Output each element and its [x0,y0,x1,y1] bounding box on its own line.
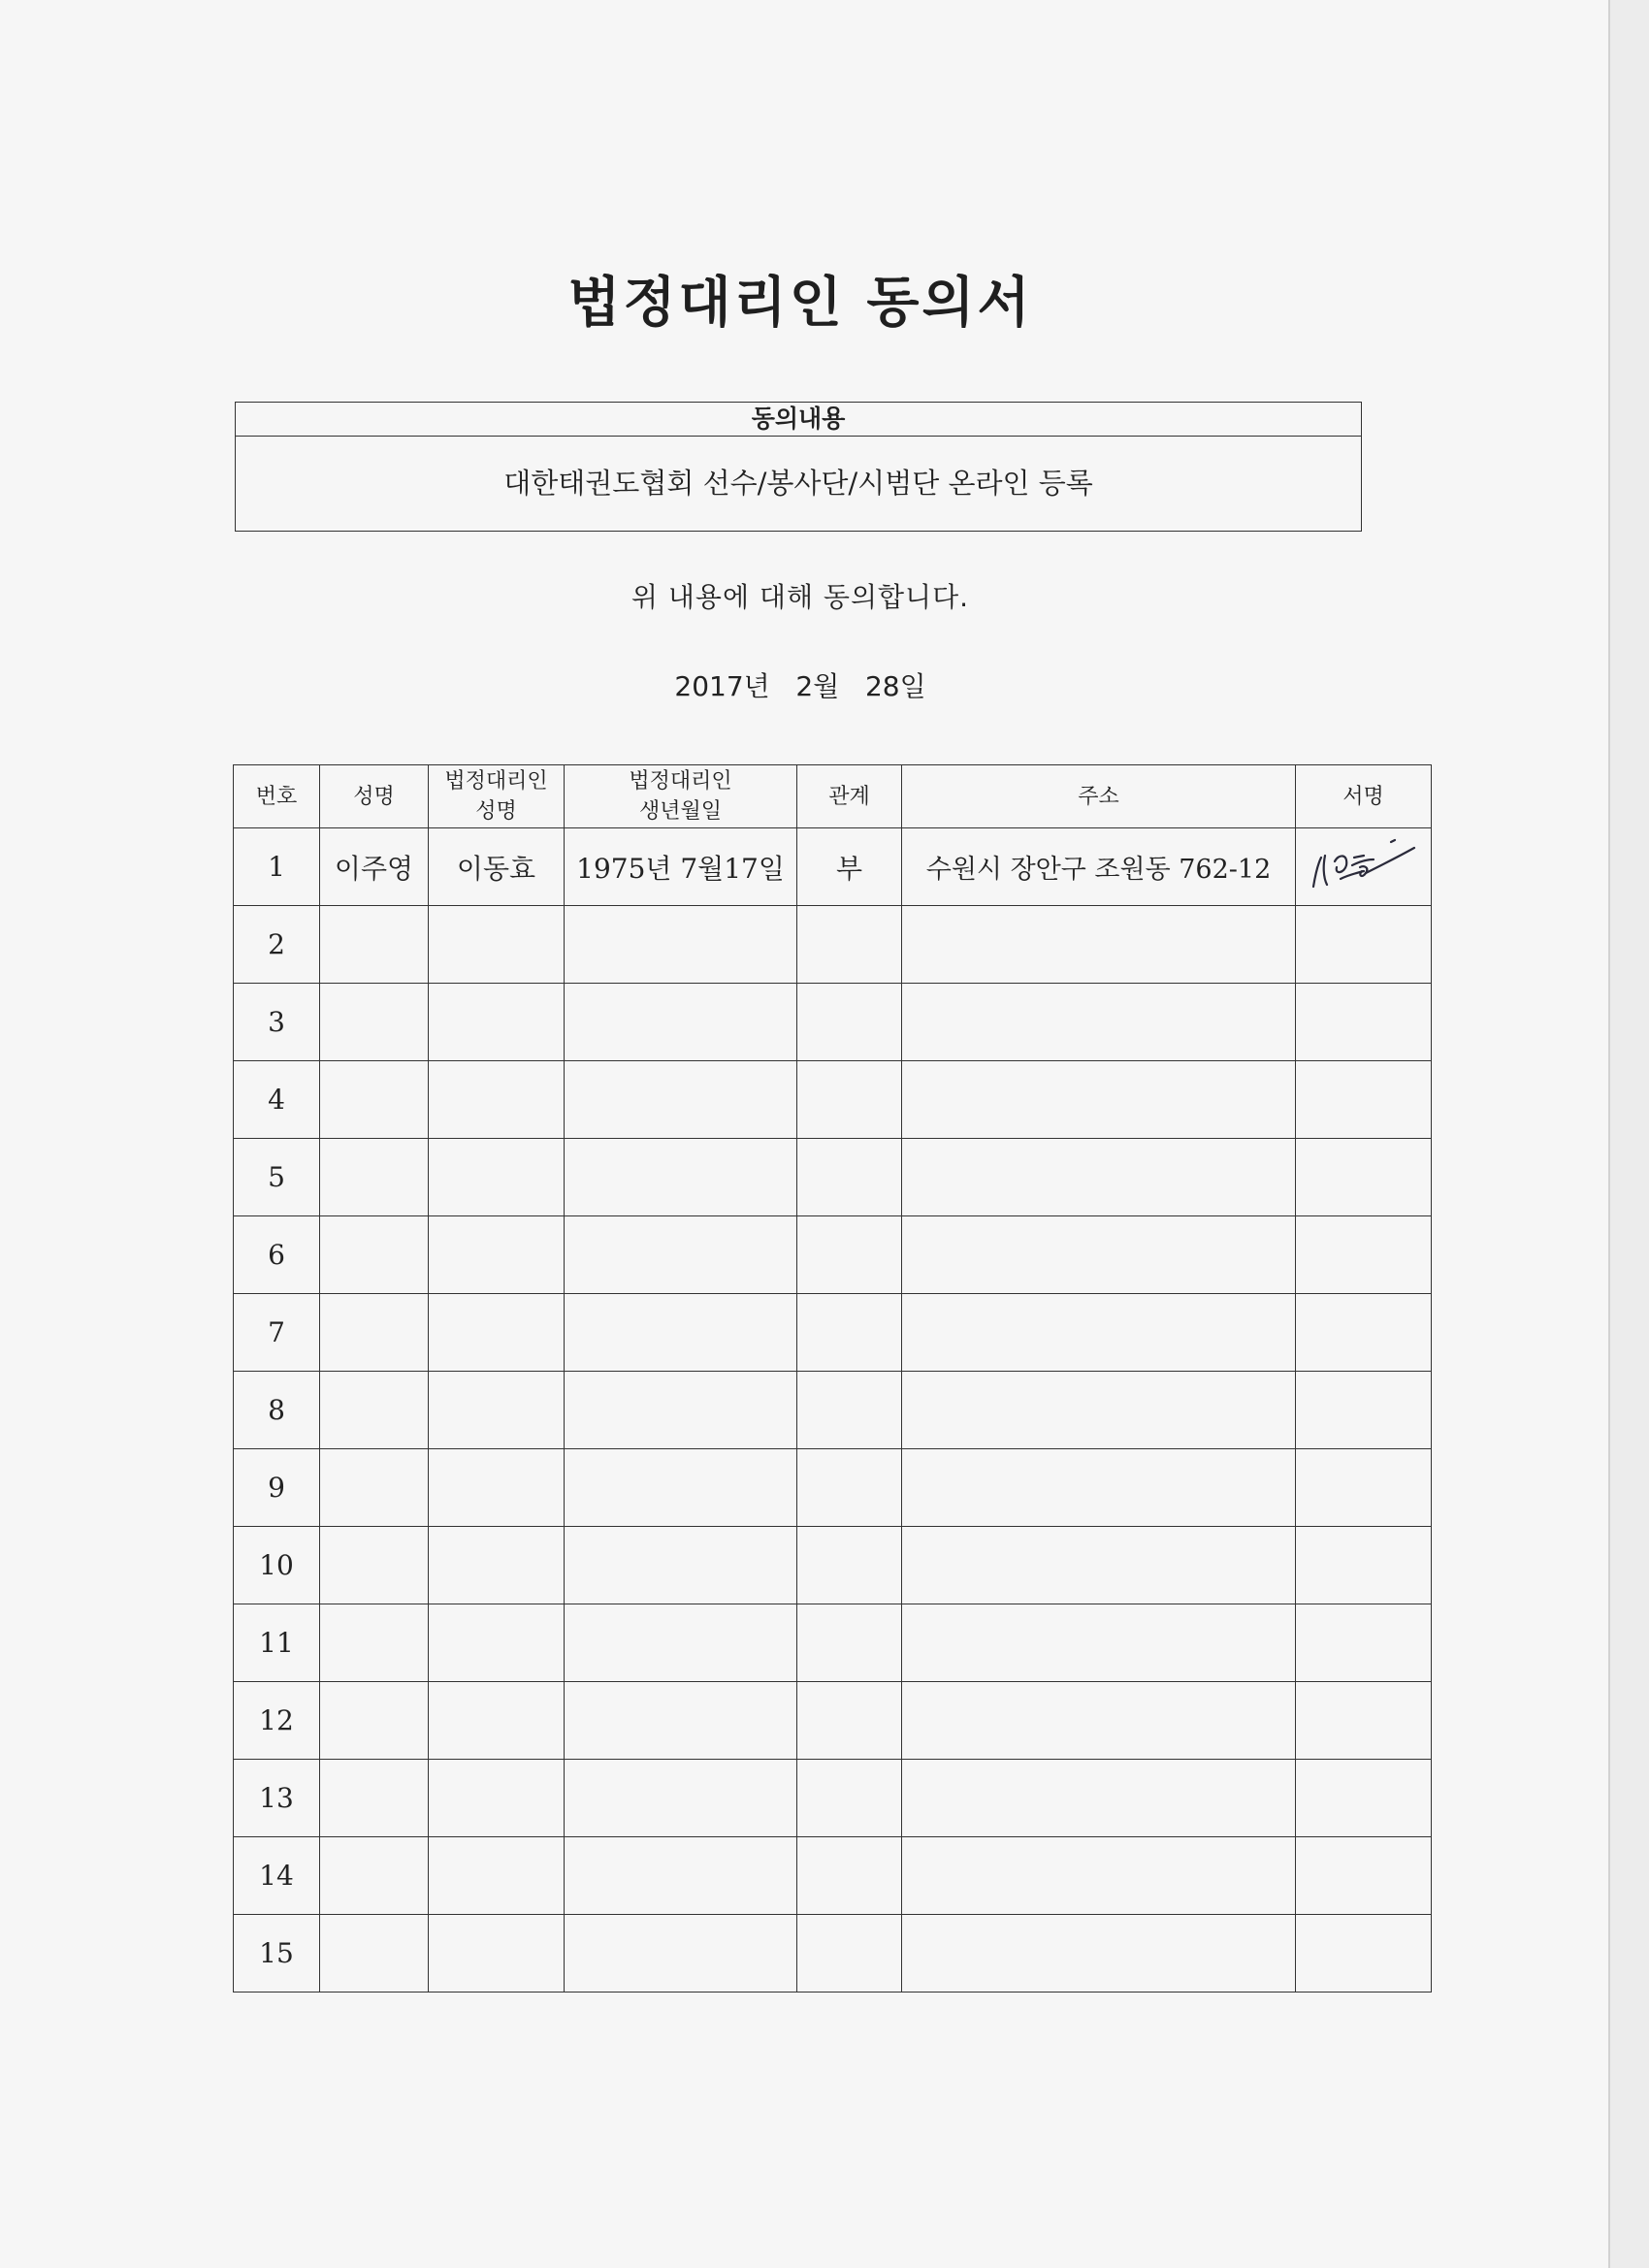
cell-relation [797,1372,902,1449]
cell-name [320,1061,429,1139]
cell-no: 15 [234,1915,320,1993]
table-row [234,1372,1432,1449]
cell-address [902,906,1296,984]
cell-guardian [429,1061,565,1139]
cell-no: 7 [234,1294,320,1372]
cell-address [902,1604,1296,1682]
cell-guardian [429,1760,565,1837]
cell-address [902,1372,1296,1449]
header-guardian-birth-line2: 생년월일 [638,799,722,824]
header-relation: 관계 [797,765,902,828]
cell-name [320,1682,429,1760]
cell-relation [797,1061,902,1139]
cell-guardian [429,1294,565,1372]
cell-address [902,1682,1296,1760]
cell-signature [1296,828,1432,906]
cell-signature [1296,1294,1432,1372]
cell-name [320,1915,429,1993]
cell-name [320,1139,429,1216]
cell-relation [797,1837,902,1915]
cell-signature [1296,1139,1432,1216]
cell-signature [1296,1604,1432,1682]
scan-margin [1610,0,1649,2268]
cell-signature [1296,1061,1432,1139]
cell-birth [565,1837,797,1915]
cell-name [320,1449,429,1527]
cell-address [902,984,1296,1061]
cell-no: 4 [234,1061,320,1139]
header-guardian-birth-line1: 법정대리인 [629,769,732,794]
cell-relation [797,1216,902,1294]
header-guardian-name-line1: 법정대리인 [444,769,548,794]
table-row [234,1837,1432,1915]
cell-birth [565,1449,797,1527]
cell-birth [565,1061,797,1139]
cell-address [902,1915,1296,1993]
cell-no: 10 [234,1527,320,1604]
cell-address: 수원시 장안구 조원동 762-12 [902,828,1296,906]
consent-heading: 동의내용 [236,403,1361,437]
cell-guardian [429,1915,565,1993]
cell-guardian [429,984,565,1061]
cell-signature [1296,1915,1432,1993]
cell-no: 1 [234,828,320,906]
cell-signature [1296,1449,1432,1527]
cell-relation [797,1915,902,1993]
header-no: 번호 [234,765,320,828]
cell-guardian [429,1682,565,1760]
cell-relation [797,1682,902,1760]
cell-guardian [429,1372,565,1449]
cell-no: 2 [234,906,320,984]
cell-birth [565,1294,797,1372]
cell-name [320,1294,429,1372]
cell-signature [1296,1372,1432,1449]
cell-name [320,1216,429,1294]
cell-no: 8 [234,1372,320,1449]
header-name: 성명 [320,765,429,828]
table-row [234,1760,1432,1837]
cell-no: 14 [234,1837,320,1915]
cell-guardian [429,906,565,984]
header-signature: 서명 [1296,765,1432,828]
document-date: 2017년 2월 28일 [674,670,926,702]
cell-birth [565,1216,797,1294]
cell-no: 5 [234,1139,320,1216]
cell-signature [1296,1682,1432,1760]
header-guardian-birth [565,765,797,828]
table-row [234,1139,1432,1216]
cell-birth [565,1372,797,1449]
cell-relation [797,1760,902,1837]
cell-name [320,1372,429,1449]
cell-name [320,1760,429,1837]
table-row [234,1604,1432,1682]
cell-relation [797,1604,902,1682]
table-row [234,1216,1432,1294]
table-row [234,828,1432,906]
cell-guardian [429,1449,565,1527]
cell-signature [1296,1837,1432,1915]
cell-name [320,906,429,984]
table-header-row [234,765,1432,828]
handwritten-signature [1306,836,1422,898]
cell-guardian: 이동효 [429,828,565,906]
cell-address [902,1837,1296,1915]
cell-address [902,1449,1296,1527]
header-address: 주소 [902,765,1296,828]
table-row [234,984,1432,1061]
cell-no: 13 [234,1760,320,1837]
cell-address [902,1061,1296,1139]
cell-name [320,1837,429,1915]
cell-guardian [429,1527,565,1604]
cell-address [902,1139,1296,1216]
table-row [234,1294,1432,1372]
cell-relation [797,1294,902,1372]
cell-no: 11 [234,1604,320,1682]
cell-address [902,1527,1296,1604]
cell-signature [1296,984,1432,1061]
guardian-table [233,764,1432,1993]
document-title: 법정대리인 동의서 [567,272,1033,335]
consent-box [235,402,1362,532]
cell-relation [797,1139,902,1216]
cell-relation [797,1449,902,1527]
cell-guardian [429,1604,565,1682]
table-row [234,1449,1432,1527]
cell-guardian [429,1837,565,1915]
cell-address [902,1760,1296,1837]
consent-content: 대한태권도협회 선수/봉사단/시범단 온라인 등록 [503,467,1093,500]
cell-signature [1296,1527,1432,1604]
cell-name [320,984,429,1061]
cell-no: 3 [234,984,320,1061]
cell-birth [565,906,797,984]
cell-guardian [429,1139,565,1216]
header-guardian-name-line2: 성명 [475,799,517,824]
cell-signature [1296,906,1432,984]
cell-relation [797,1527,902,1604]
agreement-statement: 위 내용에 대해 동의합니다. [630,581,970,613]
cell-birth [565,984,797,1061]
table-row [234,1915,1432,1993]
cell-guardian [429,1216,565,1294]
table-row [234,906,1432,984]
cell-birth [565,1604,797,1682]
cell-relation [797,906,902,984]
table-row [234,1527,1432,1604]
cell-no: 9 [234,1449,320,1527]
cell-birth [565,1527,797,1604]
cell-birth [565,1682,797,1760]
cell-name: 이주영 [320,828,429,906]
cell-name [320,1527,429,1604]
cell-signature [1296,1760,1432,1837]
cell-birth [565,1760,797,1837]
cell-signature [1296,1216,1432,1294]
cell-birth [565,1139,797,1216]
cell-no: 12 [234,1682,320,1760]
cell-birth [565,1915,797,1993]
table-row [234,1682,1432,1760]
cell-address [902,1294,1296,1372]
header-guardian-name [429,765,565,828]
cell-no: 6 [234,1216,320,1294]
cell-relation [797,984,902,1061]
table-row [234,1061,1432,1139]
cell-address [902,1216,1296,1294]
cell-birth: 1975년 7월17일 [565,828,797,906]
cell-name [320,1604,429,1682]
cell-relation: 부 [797,828,902,906]
